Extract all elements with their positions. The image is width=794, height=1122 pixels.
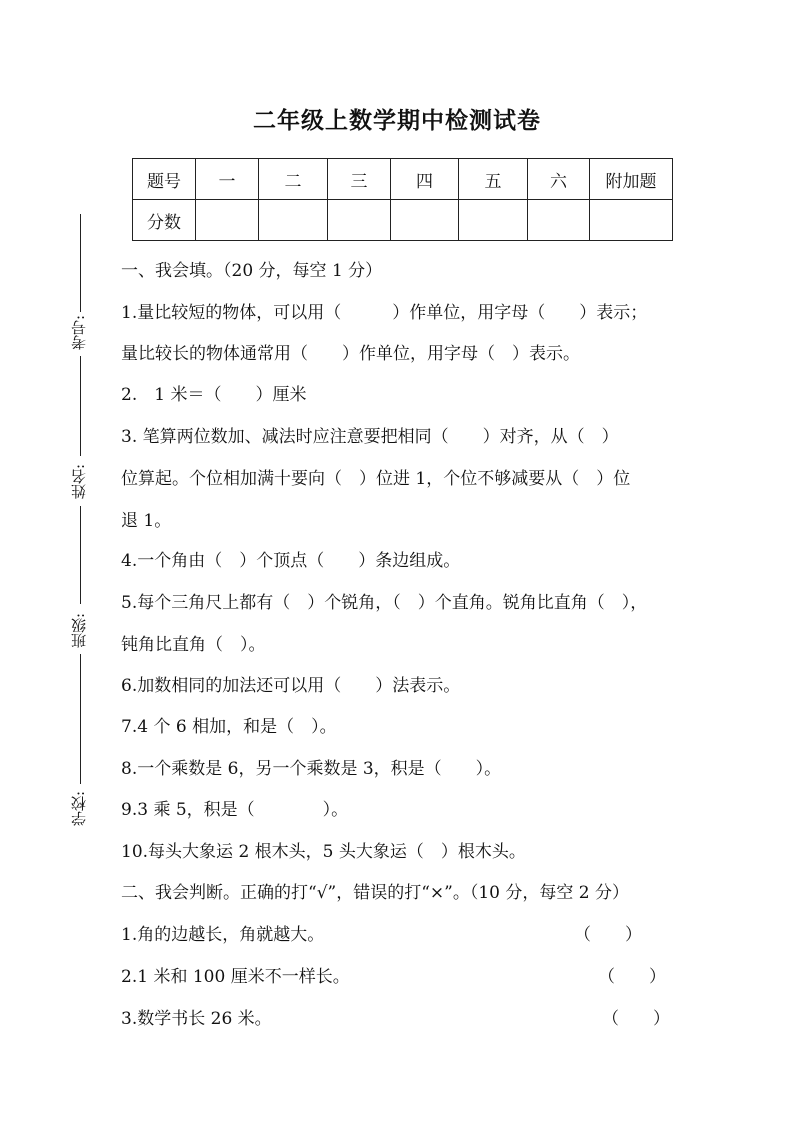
score-input-cell[interactable]	[459, 200, 528, 241]
question-line: 量比较长的物体通常用（ ）作单位，用字母（ ）表示。	[121, 344, 580, 364]
question-line: 位算起。个位相加满十要向（ ）位进 1，个位不够减要从（ ）位	[121, 469, 631, 489]
question-line: 4.一个角由（ ）个顶点（ ）条边组成。	[121, 551, 461, 571]
judgement-answer-box[interactable]: （ ）	[598, 967, 666, 987]
question-line: 2. 1 米＝（ ）厘米	[121, 385, 307, 405]
score-input-cell[interactable]	[328, 200, 391, 241]
school-label: 学校:	[70, 790, 88, 826]
judgement-item-text: 2.1 米和 100 厘米不一样长。	[121, 967, 350, 987]
question-line: 退 1。	[121, 511, 172, 531]
name-label: 姓名:	[70, 463, 88, 499]
judgement-item-text: 3.数学书长 26 米。	[121, 1009, 272, 1029]
divider	[80, 654, 81, 784]
page-title: 二年级上数学期中检测试卷	[253, 108, 541, 134]
table-cell: 题号	[133, 159, 196, 200]
judgement-answer-box[interactable]: （ ）	[574, 925, 642, 945]
section-heading: 二、我会判断。正确的打“√”，错误的打“×”。（10 分，每空 2 分）	[121, 883, 629, 903]
table-cell: 六	[528, 159, 590, 200]
section-heading: 一、我会填。（20 分，每空 1 分）	[121, 261, 383, 281]
score-table-score-row	[133, 200, 673, 241]
score-table	[132, 158, 673, 241]
table-cell: 四	[391, 159, 459, 200]
question-line: 8.一个乘数是 6，另一个乘数是 3，积是（ ）。	[121, 759, 502, 779]
score-table-header-row	[133, 159, 673, 200]
score-input-cell[interactable]	[391, 200, 459, 241]
question-line: 3. 笔算两位数加、减法时应注意要把相同（ ）对齐，从（ ）	[121, 427, 619, 447]
exam-no-label: 考号:	[70, 314, 88, 350]
judgement-answer-box[interactable]: （ ）	[602, 1009, 670, 1029]
question-line: 5.每个三角尺上都有（ ）个锐角，（ ）个直角。锐角比直角（ ），	[121, 593, 648, 613]
table-cell: 附加题	[590, 159, 673, 200]
question-line: 1.量比较短的物体，可以用（ ）作单位，用字母（ ）表示；	[121, 303, 648, 323]
judgement-item-text: 1.角的边越长，角就越大。	[121, 925, 325, 945]
score-input-cell[interactable]	[528, 200, 590, 241]
score-input-cell[interactable]	[590, 200, 673, 241]
table-cell: 三	[328, 159, 391, 200]
question-line: 9.3 乘 5，积是（ ）。	[121, 800, 349, 820]
question-line: 6.加数相同的加法还可以用（ ）法表示。	[121, 676, 461, 696]
question-line: 7.4 个 6 相加，和是（ ）。	[121, 717, 337, 737]
table-cell: 分数	[133, 200, 196, 241]
divider	[80, 356, 81, 456]
score-input-cell[interactable]	[196, 200, 259, 241]
question-line: 10.每头大象运 2 根木头，5 头大象运（ ）根木头。	[121, 842, 526, 862]
table-cell: 一	[196, 159, 259, 200]
question-line: 钝角比直角（ ）。	[121, 635, 266, 655]
divider	[80, 214, 81, 312]
divider	[80, 506, 81, 604]
table-cell: 五	[459, 159, 528, 200]
score-input-cell[interactable]	[259, 200, 328, 241]
class-label: 班级:	[70, 612, 88, 648]
table-cell: 二	[259, 159, 328, 200]
